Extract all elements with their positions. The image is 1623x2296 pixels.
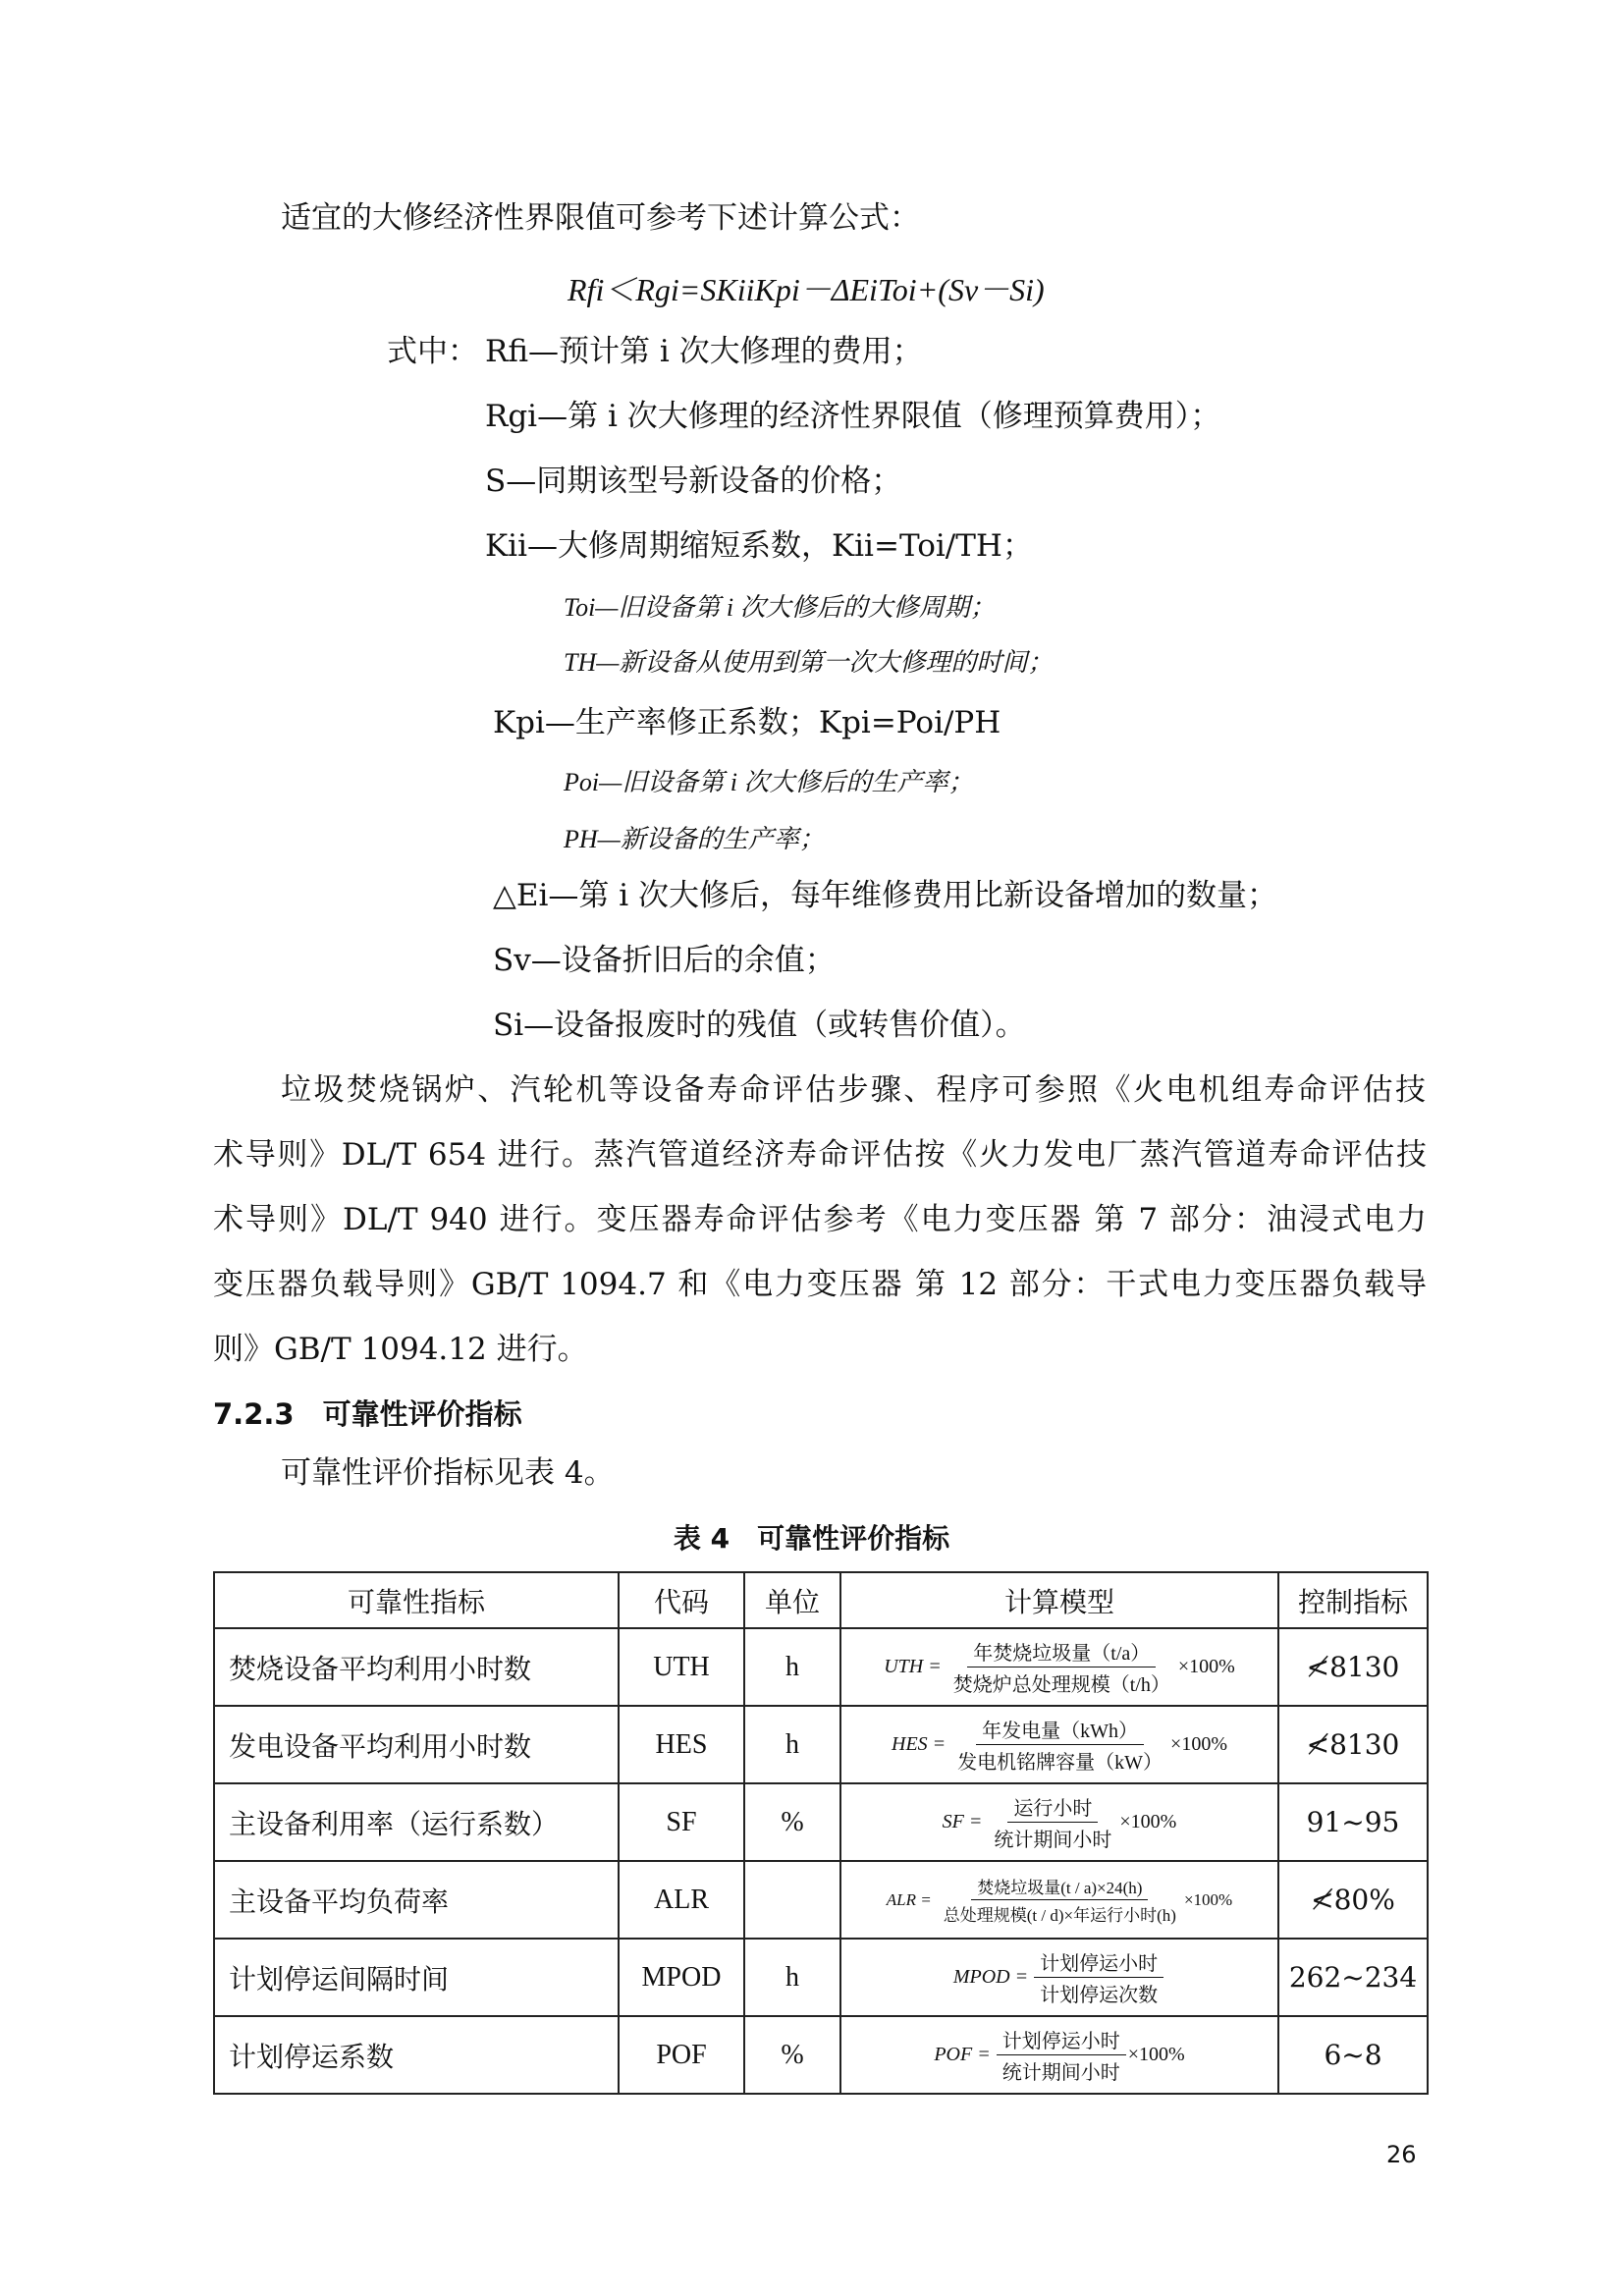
def-ph: PH—新设备的生产率； <box>564 825 825 853</box>
indicator-name: 主设备平均负荷率 <box>214 1861 619 1939</box>
formula-multiplier: ×100% <box>1127 2044 1185 2065</box>
formula-multiplier: ×100% <box>1183 1889 1233 1909</box>
header-cell: 单位 <box>744 1572 840 1628</box>
intro-text: 适宜的大修经济性界限值可参考下述计算公式： <box>281 200 920 236</box>
formula-denominator: 计划停运次数 <box>1040 1985 1159 2006</box>
para-line-3: 术导则》DL/T 940 进行。变压器寿命评估参考《电力变压器 第 7 部分：油浸式电力 <box>213 1202 1427 1237</box>
table-row <box>214 1783 1428 1861</box>
calc-model <box>840 1706 1278 1783</box>
reliability-table <box>213 1571 1429 2095</box>
formula-multiplier: ×100% <box>1177 1656 1235 1677</box>
para-line-4: 变压器负载导则》GB/T 1094.7 和《电力变压器 第 12 部分：干式电力变压器负载导 <box>213 1267 1427 1302</box>
table-row <box>214 1628 1428 1706</box>
def-kii: Kii—大修周期缩短系数，Kii=Toi/TH； <box>485 528 1033 564</box>
formula-multiplier: ×100% <box>1170 1733 1227 1755</box>
header-cell: 可靠性指标 <box>214 1572 619 1628</box>
formula-numerator: 年发电量（kWh） <box>976 1715 1144 1745</box>
page-number: 26 <box>1386 2141 1417 2168</box>
def-kpi: Kpi—生产率修正系数；Kpi=Poi/PH <box>493 705 1001 740</box>
indicator-code: HES <box>619 1706 744 1783</box>
header-cell: 控制指标 <box>1278 1572 1428 1628</box>
para-line-5: 则》GB/T 1094.12 进行。 <box>213 1332 588 1367</box>
para-line-2: 术导则》DL/T 654 进行。蒸汽管道经济寿命评估按《火力发电厂蒸汽管道寿命评估技 <box>213 1137 1427 1173</box>
formula-numerator: 焚烧垃圾量(t / a)×24(h) <box>971 1874 1148 1900</box>
formula-lhs: MPOD = <box>952 1966 1029 1988</box>
formula-multiplier: ×100% <box>1119 1811 1177 1832</box>
indicator-unit <box>744 1861 840 1939</box>
formula-lhs: SF = <box>942 1811 983 1832</box>
indicator-name: 计划停运间隔时间 <box>214 1939 619 2016</box>
def-rfi: Rfi—预计第 i 次大修理的费用； <box>485 334 923 369</box>
formula-denominator: 总处理规模(t / d)×年运行小时(h) <box>943 1906 1176 1925</box>
para-line-1: 垃圾焚烧锅炉、汽轮机等设备寿命评估步骤、程序可参照《火电机组寿命评估技 <box>281 1072 1426 1108</box>
formula-lhs: ALR = <box>886 1889 932 1909</box>
def-sv: Sv—设备折旧后的余值； <box>493 943 836 978</box>
indicator-code: SF <box>619 1783 744 1861</box>
formula-numerator: 计划停运小时 <box>1034 1947 1163 1978</box>
header-cell: 代码 <box>619 1572 744 1628</box>
control-value: ≮80% <box>1278 1861 1428 1939</box>
table-row <box>214 1861 1428 1939</box>
formula-denominator: 统计期间小时 <box>994 1830 1112 1851</box>
control-value: 91~95 <box>1278 1783 1428 1861</box>
formula-lhs: POF = <box>934 2044 991 2065</box>
calc-model <box>840 1861 1278 1939</box>
indicator-code: ALR <box>619 1861 744 1939</box>
indicator-unit: h <box>744 1939 840 2016</box>
indicator-code: MPOD <box>619 1939 744 2016</box>
calc-model <box>840 1939 1278 2016</box>
calc-model <box>840 1628 1278 1706</box>
formula-numerator: 年焚烧垃圾量（t/a） <box>967 1637 1156 1667</box>
def-dei: △Ei—第 i 次大修后，每年维修费用比新设备增加的数量； <box>493 878 1278 913</box>
defs-lead: 式中： <box>387 334 478 369</box>
section-heading: 7.2.3 可靠性评价指标 <box>213 1397 522 1431</box>
formula-lhs: UTH = <box>884 1656 942 1677</box>
formula-denominator: 焚烧炉总处理规模（t/h） <box>952 1674 1170 1696</box>
table-row <box>214 2016 1428 2094</box>
table-row <box>214 1939 1428 2016</box>
indicator-code: POF <box>619 2016 744 2094</box>
table-ref-text: 可靠性评价指标见表 4。 <box>281 1455 615 1491</box>
table-caption: 表 4 可靠性评价指标 <box>673 1522 950 1555</box>
indicator-name: 主设备利用率（运行系数） <box>214 1783 619 1861</box>
indicator-name: 计划停运系数 <box>214 2016 619 2094</box>
formula-numerator: 运行小时 <box>1007 1792 1098 1823</box>
def-s: S—同期该型号新设备的价格； <box>485 464 902 499</box>
indicator-unit: % <box>744 1783 840 1861</box>
control-value: ≮8130 <box>1278 1628 1428 1706</box>
calc-model <box>840 2016 1278 2094</box>
indicator-code: UTH <box>619 1628 744 1706</box>
def-toi: Toi—旧设备第 i 次大修后的大修周期； <box>564 593 996 622</box>
def-th: TH—新设备从使用到第一次大修理的时间； <box>564 648 1054 677</box>
indicator-name: 发电设备平均利用小时数 <box>214 1706 619 1783</box>
control-value: 6~8 <box>1278 2016 1428 2094</box>
indicator-name: 焚烧设备平均利用小时数 <box>214 1628 619 1706</box>
indicator-unit: % <box>744 2016 840 2094</box>
indicator-unit: h <box>744 1706 840 1783</box>
control-value: 262~234 <box>1278 1939 1428 2016</box>
economic-limit-formula: Rfi＜Rgi=SKiiKpi－ΔEiToi+(Sv－Si) <box>568 272 1045 307</box>
indicator-unit: h <box>744 1628 840 1706</box>
def-rgi: Rgi—第 i 次大修理的经济性界限值（修理预算费用）； <box>485 399 1221 434</box>
header-cell: 计算模型 <box>840 1572 1278 1628</box>
table-header-row <box>214 1572 1428 1628</box>
control-value: ≮8130 <box>1278 1706 1428 1783</box>
formula-numerator: 计划停运小时 <box>997 2025 1126 2055</box>
def-poi: Poi—旧设备第 i 次大修后的生产率； <box>564 768 974 796</box>
table-row <box>214 1706 1428 1783</box>
formula-denominator: 统计期间小时 <box>1001 2062 1120 2084</box>
def-si: Si—设备报废时的残值（或转售价值）。 <box>493 1008 1026 1043</box>
formula-lhs: HES = <box>892 1733 947 1755</box>
calc-model <box>840 1783 1278 1861</box>
formula-denominator: 发电机铭牌容量（kW） <box>957 1752 1163 1774</box>
